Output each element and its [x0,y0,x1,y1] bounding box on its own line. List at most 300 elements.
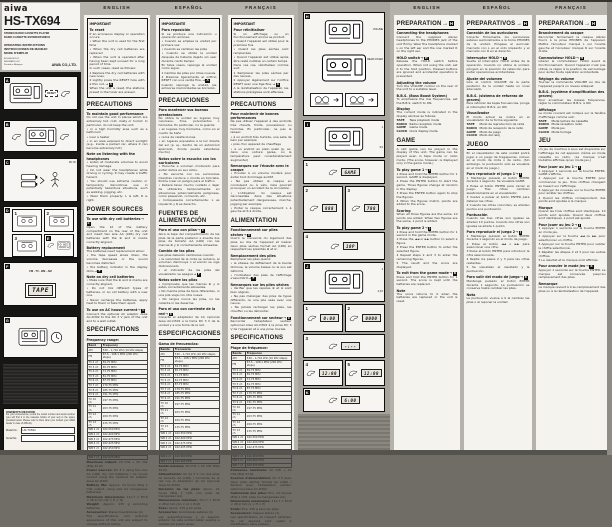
freq-value-cell: 162.550 MHz [173,432,219,437]
spec-value: DC 3 V using two size AA (LR6) dry cell batteries / AC house current using the optional AC adaptor Aiwa AC-D302 [86,468,148,483]
diagram-label: F [6,263,9,269]
heading-text: Affichage [538,107,556,112]
ref-letter-box: J [429,225,431,230]
hand-icon [47,242,55,248]
freq-value-cell: 209.75 MHz [245,420,291,428]
hand-icon [11,132,23,141]
paragraph-text: • No cargue nunca las pilas, no las caliente ni las desarme. [158,297,220,305]
diagram-box-e [44,234,74,257]
freq-table-row [87,420,147,428]
spec-value: Approx. 135 g excluding batteries [86,502,148,511]
ref-letter-box: F [197,271,200,276]
freq-band-cell: TV 3 ch [159,369,173,374]
freq-value-cell: 81.75 MHz [101,374,147,379]
paragraph-text: • When the unit is operated after having been kept unused for a long period of time [89,54,145,67]
paragraph-text: 5 The result and the score are displayed. [396,260,458,269]
freq-band-cell: TV 13 ch [231,428,245,436]
step-number: 4 [305,361,309,367]
freq-table-header: Band [87,343,101,348]
paragraph-text: 2 Appuyer légèrement sur l'orifice RESET avec une tige fine. [233,78,289,87]
company-name: AIWA CO.,LTD. [51,63,77,67]
sub-heading [87,338,148,342]
paragraph-text: Raccorder l'adaptateur secteur optionnel Aiwa AC-D302 à la prise DC 3 V de l'appareil et à une prise murale. [230,319,292,331]
spec-term: Maximum output: [86,460,119,465]
section-heading [231,218,292,227]
spec-value: Env. 24 heures (EIAJ 1 mW, piles au manganèse AA) [230,490,292,499]
diagram-box-b [3,120,78,152]
cassette-player-icon [25,126,57,147]
cassette-player-icon [324,19,364,45]
freq-value-cell: 185.75 MHz [245,396,291,401]
paragraph-text: • Quand les piles sèches sont remplacées [233,47,289,55]
diagram-step-cell [12,234,42,257]
paragraph-text: 5 Le résultat et la marque sont affichés. [538,257,599,262]
arrow-glyph: → [515,21,523,27]
freq-band-cell: WB 4 ch [87,442,101,447]
bullet-item [159,258,220,269]
freq-band-cell: TV 3 ch [231,373,245,378]
diagram-content [13,210,41,231]
freq-band-cell: TV 9 ch [87,392,101,397]
lang-header-french-left: FRANÇAIS [245,5,277,10]
diagram-content [304,121,384,157]
heading-text: HOLD switch [396,55,421,60]
paragraph [539,81,606,88]
diagram-content [4,159,77,201]
paragraph-text: Ouvrir le couvercle du logement des piles au dos de l'appareil et insérer deux piles sèches format AA (LR6) en respectant les polarités ⊕ et ⊖. [230,236,292,252]
printed-in: Printed in Malaysia [4,63,23,66]
freq-table-header: Banda [159,347,173,352]
lcd-display: 788 [364,204,379,212]
arrow-glyph: → [165,311,169,316]
ref-letter-box: I [519,172,522,177]
paragraph [397,85,458,92]
freq-value-cell: 87.5 – 108.1 MHz (200 kHz steps) [173,356,219,364]
step-number: 2 [347,305,351,311]
paragraph [159,316,220,327]
paragraph-text: • Never recharge the batteries, apply heat to them or take them apart. [86,297,148,306]
paragraph [539,210,606,221]
heading-text: Visualizador [466,111,490,116]
paragraph-text: • à un endroit très humide, une salle de bain par exemple [230,134,292,143]
paragraph-text: • Do not mix different types of batteries, or an old battery with a new one. [86,286,148,298]
heading-text: POWER SOURCES [86,206,144,213]
mode-name: GAME [466,129,476,134]
mode-description: Clock display mode [409,129,438,134]
heading-text: Adjusting the volume [396,80,437,85]
paragraph [397,36,458,54]
ref-letter-box: H [591,21,596,26]
heading-text: To play game 1 [396,167,425,172]
diagram-step-box [345,186,385,230]
mode-description: Modo del reloj [479,133,500,138]
freq-table-header: Frecuencia [173,347,219,352]
step-number: 1 [14,210,18,216]
spec-value: Stereo headphones (1) [108,510,143,515]
ref-letter-box: H [449,21,454,26]
paragraph-text: No utilice la unidad en lugares muy calurosos, fríos, polvorientos o húmedos. En particular, no la guarde: [158,115,220,128]
arrow-glyph: → [584,21,591,27]
ref-letter-box: C [142,307,145,312]
paragraph-text: 2 Presione ligeramente el orificio RESET con una varilla fina. [161,74,217,83]
paragraph-text: • When the dry cell batteries are replaced [89,47,145,55]
page-right-edge [607,0,612,455]
freq-band-cell: TV 13 ch [87,420,101,428]
diagram-content [4,317,77,357]
paragraph-text: Connect the supplied stereo headphones to the PHONES jack of the unit firmly. Wear the headphone marked L on the left ear and the one marked R on the right ear. [396,34,458,54]
heading-text: Pour jouer au jeu 1 [538,164,574,169]
freq-value-cell: 162.550 MHz [101,428,147,433]
freq-table-row [159,356,219,364]
freq-band-cell: TV 6 ch [159,383,173,388]
freq-value-cell: 162.400 MHz [101,432,147,437]
step-number: 3 [347,187,351,193]
diagram-content [346,305,384,331]
paragraph-text: A slot game can be played in the display of this unit. The game can be played even in tape mode or radio mode. (The score, however, is displayed only in the game mode.) [396,146,458,166]
diagram-label: B [5,121,9,127]
section-heading [539,21,606,30]
paragraph-text: El modo actual se indica en el visualizador de la forma siguiente: [466,114,530,123]
ref-letter-box: H [580,55,584,60]
freq-band-cell: WB 7 ch [231,463,245,468]
freq-value-cell: 59.75 MHz [101,360,147,365]
freq-value-cell: 87.75 MHz [101,379,147,384]
paragraph [539,60,606,75]
mode-name: GAME [396,125,406,130]
freq-band-cell: WB 6 ch [159,455,173,460]
arrow-glyph: → [585,264,589,269]
ref-letter-box: C [248,232,251,237]
spec-term: Autonomie des piles: [230,490,269,495]
freq-band-cell: TV 6 ch [87,379,101,384]
spec-value: Aprox. 135 g sin pilas [168,506,202,511]
freq-value-cell: 197.75 MHz [173,401,219,409]
heading-text: Réglage du volume [538,76,575,81]
heading-text: JUEGO [466,141,489,148]
freq-table-row [231,428,291,436]
mode-name: GAME [538,126,548,131]
ref-letter-box: H [503,55,507,60]
paragraph [231,237,292,252]
spec-value: Env. 135 g sans les piles [241,506,279,511]
freq-value-cell: 87.75 MHz [173,383,219,388]
paragraph-text: • near a heater [86,134,110,139]
spec-line [87,484,148,495]
freq-band-cell: TV 5 ch [159,378,173,383]
paragraph-text: 2 Press the ENTER button to start the game. Three figures change at random in the display. [396,179,458,191]
diagram-content [304,161,384,183]
ref-letter-box: K [453,270,457,275]
spec-term: Puissance maximale: [230,468,270,473]
heading-text: Nota [466,292,476,297]
bullet-item [159,269,220,276]
mode-list [539,120,606,134]
heading-text: PREPARATION [396,21,442,27]
freq-value-cell: 530 – 1,710 kHz (10 kHz steps) [101,348,147,353]
arrow-glyph: → [449,270,453,275]
bullet-item [231,207,292,214]
freq-value-cell: 71.75 MHz [101,369,147,374]
freq-value-cell: 87.5 – 108.1 MHz (200 kHz steps) [101,353,147,361]
heading-text: Notas sobre la escucha con los auriculares [158,156,216,165]
freq-band-cell: WB 7 ch [159,459,173,464]
paragraph-text: Un jeu de machine à sous est disponible sur l'affichage de cet appareil, même en mode cassette ou radio. (La marque n'est toutefois affichée qu'en mode jeu.) [538,147,606,163]
paragraph-text: • Deberá tener mucho cuidado o dejar de utilizarlos temporalmente en situaciones potencialmente peligrosas, como paseando, corriendo, etc. [158,183,220,199]
paragraph-text: 3 Vuelva a pulsar el botón ENTER para detener las cifras. [466,195,530,203]
bullet-item [87,180,148,195]
paragraph [397,200,458,207]
freq-value-cell: 162.400 MHz [245,440,291,445]
spec-line [87,469,148,484]
paragraph [397,213,458,224]
arrow-glyph: → [574,222,578,227]
freq-value-cell: 162.475 MHz [245,445,291,450]
diagram-content [346,187,384,229]
paragraph [467,297,530,304]
arrow-glyph: → [283,315,287,320]
print-code: 981008AYO-OX [4,60,20,63]
tape-direction-panel [345,93,378,108]
paragraph-text: • in a high humidity area such as a bathroom [86,126,148,135]
section-heading [539,138,606,147]
bullet-item [87,195,148,202]
paragraph-text: Las especificaciones y el aspecto exterior de esta unidad están sujetos a cambio sin previo aviso. [158,514,220,526]
spec-term: Accessoires: [230,510,253,515]
paragraph [467,36,530,54]
sub-heading [234,22,289,26]
section-heading [87,102,148,111]
arrow-glyph: → [105,82,109,87]
freq-table-row [231,413,291,421]
freq-value-cell: 162.525 MHz [173,459,219,464]
paragraph-text: 2 Lightly press the RESET hole with a thin rod. [89,78,145,87]
section-heading [231,102,292,111]
tape-direction-panel [310,93,343,108]
spec-value: 111,7 × 83,8 × 28,9 mm (L × H × P) [230,498,292,507]
heading-text: Para reproducir el juego 1 [466,172,516,177]
heading-text: PREPARATION [538,21,584,27]
freq-table-row [231,420,291,428]
important-box [87,18,148,98]
step-number: 5 [347,361,351,367]
diagram-box-i [303,120,385,158]
freq-value-cell: 162.475 MHz [173,441,219,446]
mode-list-row [397,130,458,134]
heading-text: IMPORTANT [233,22,256,27]
freq-band-cell: WB 7 ch [87,455,101,460]
paragraph [90,87,145,94]
freq-band-cell: WB 1 ch [87,428,101,433]
paragraph-text: Turn the VOLUME control on the rear of the unit to a suitable level. [396,83,458,92]
callout-label: DC 3V [68,161,76,164]
paragraph-text: Le mode courant est indiqué sur la fenêtre d'affichage comme suit: [538,110,606,119]
spec-term: Maximum dimensions: [86,494,127,499]
paragraph-text: La puntuación vuelve a 0 al cambiar las pilas o al reponer la unidad. [466,295,530,304]
freq-value-cell: 162.500 MHz [245,459,291,464]
paragraph-text: 3 Appuyer sur la touche ENTER pour valider le chiffre sélectionné. [538,242,606,250]
heading-text: To exit from the game mode [396,270,449,275]
clock-icon [50,331,63,344]
heading-text: To reset [89,28,105,33]
paragraph-text: • Ecouter à un volume modéré pour éviter tout dommage auditif. [230,171,292,180]
diagram-box-d [3,206,78,258]
arrow-glyph: → [574,164,578,169]
freq-value-cell: 191.75 MHz [173,396,219,401]
step-number: 2 [305,187,309,193]
ref-letter-box: A [109,82,112,87]
paragraph-text: • Cuando se cambian las pilas [161,47,208,52]
cassette-player-rear-icon [321,53,367,83]
freq-band-cell: WB 3 ch [159,441,173,446]
serial-no-field [21,435,76,442]
paragraph-text: If an erroneous display or operation occurs: [89,31,145,40]
bullet-item [90,56,145,67]
heading-text: B.B.S. (système d'amplification des graves) [538,90,605,99]
freq-band-cell: WB 2 ch [231,440,245,445]
paragraph [231,120,292,135]
serial-no-label: Serial No. [6,436,17,440]
doc-title-en: OPERATING INSTRUCTIONS [4,42,45,47]
spec-value: 111,7 × 83,8 × 28,9 mm (An × Al × Prof) [158,498,220,507]
paragraph-text: Si se produce una indicación u operación errónea: [161,31,217,40]
heading-text: Ajuste del volumen [466,76,503,81]
bullet-item [159,173,220,184]
owners-record-text: For your convenience, record the model number and serial number (you will find it in the cassette holder of your set) in the space provided below. Please refer to them when you contact your AIWA dealer in case of difficulty. [6,414,75,426]
heading-text: Interruptor HOLD [466,55,499,60]
heading-text: SPECIFICATIONS [230,335,284,342]
diagram-label: I [305,122,311,128]
freq-band-cell: WB 2 ch [87,432,101,437]
diagram-box-f [3,262,78,306]
paragraph-text: 4 Repita los pasos 2 y 3 para las cifras restantes. [466,257,530,265]
arrow-icon [368,97,375,103]
freq-table-row [159,416,219,424]
paragraph-text: Pour accentuer les basses fréquences, régler le commutateur B.B.S. à ON. [538,97,606,106]
lcd-display: 888 [322,204,337,212]
spec-value: Aprox. 24 horas (EIAJ 1 mW, con pilas de manganeso AA) [158,487,220,499]
paragraph-text: Raccorder fermement le casque stéréo fourni à la prise PHONES de l'appareil. Mettre l'écouteur marqué L sur l'oreille gauche et l'écouteur marqué R sur l'oreille droite. [538,34,606,54]
freq-value-cell: 203.75 MHz [101,405,147,413]
freq-band-cell: AM [231,356,245,361]
hand-icon [349,314,360,322]
bullet-item [231,262,292,273]
paragraph-text: • L'utilisation du casque est déconseillée dans des situations potentiellement dangereuses, marche, jogging par exemple. [230,190,292,206]
heading-text: IMPORTANT [89,22,112,27]
freq-band-cell: FM [159,356,173,364]
ref-letter-box: I [578,164,581,169]
lcd-display: GAME [341,168,359,176]
diagram-content [304,361,342,385]
freq-band-cell: WB 3 ch [231,445,245,450]
heading-text: Para el uso con pilas [158,228,197,233]
lang-header-spanish-right: ESPAÑOL [482,5,512,10]
heading-text: Fonctionnement sur piles sèches [230,228,278,237]
column-french-right [536,15,608,451]
diagram-box-a [3,76,78,110]
paragraph-text: Dans ces cas, réinitialiser comme suit: [233,62,289,71]
freq-value-cell: 209.75 MHz [173,416,219,424]
hand-icon [306,369,317,377]
paragraph [397,98,458,105]
diagram-content [348,95,375,106]
freq-value-cell: 209.75 MHz [101,412,147,420]
sub-heading [162,22,217,26]
diagram-box-j [303,262,385,302]
paragraph-text: A la réinitialisation de l'appareil, les stations préréglées sont effacées. [233,86,289,94]
paragraph [539,148,606,163]
freq-table-row [159,409,219,417]
heading-text: Para reproducir el juego 2 [466,230,516,234]
freq-band-cell: TV 12 ch [231,420,245,428]
spec-term: Dimensiones máximas: [158,498,200,503]
step-number: 3 [305,335,309,341]
paragraph [539,269,606,280]
paragraph-text: Release the HOLD switch before operation. When not using the unit, set it to the hold position. Pressed buttons are ignored and accidental operation is prevented. [396,59,458,79]
heading-text: Para mantener sus buenas prestaciones [158,108,209,117]
diagram-label: D [5,207,9,213]
diagram-content [13,235,41,256]
mode-description: Game mode [409,125,428,130]
cassette-player-icon [18,327,48,347]
diagram-content [313,95,340,106]
spec-term: Accessories: [86,510,109,515]
ref-letter-box: A [206,78,209,83]
cassette-icon [17,215,37,227]
spec-line [159,473,220,488]
paragraph [467,81,530,92]
bullet-item [162,52,217,63]
paragraph-text: Libérer le commutateur HOLD avant le fonctionnement. Quand l'appareil n'est pas utilisé, le régler à la position de verrouillage pour éviter toute opération accidentelle. [538,59,606,75]
spec-term: Battery life: [86,483,109,488]
paragraph-text: 3 Press the ENTER button again to stop the figures. [396,190,458,199]
paragraph-text: • Quand l'appareil est utilisé pour la première fois [233,39,289,47]
paragraph [539,259,606,263]
paragraph-text: Conecte firmemente los auriculares estéreo suministrados a la toma PHONES de la unidad. Póngase el auricular marcado con L en el oído izquierdo y el marcado con R en el derecho. [466,34,530,54]
heading-text: Battery replacement [86,246,125,251]
paragraph-text: • Listen at moderate volumes to avoid hearing damage. [86,159,148,168]
lang-header-english-right: ENGLISH [413,5,441,10]
paragraph-text: Les spécifications et l'aspect extérieur de cet appareil sont sujets à modification sans préavis. [230,514,292,527]
spec-line [231,477,292,492]
paragraph-text: Do not use the unit in places which are extremely hot, cold, dusty or humid. In particular, do not keep the unit: [86,115,148,127]
diagram-label: K [305,389,309,395]
paragraph-text: Mantenga pulsado el botón ENTER durante 1 segundo. La puntuación se conserva hasta cambiar las pilas. [466,278,530,291]
spec-value: 111.7 × 83.8 × 28.9 mm (W × H × D) [86,494,148,503]
freq-band-cell: TV 8 ch [159,392,173,397]
paragraph-text: 1 Press and hold the ENTER button for 1 second in the game mode. [396,229,458,238]
spec-term: Salida máxima: [158,464,186,469]
tape-reels-icon [348,95,366,106]
heading-text: Para el uso con corriente de la red [158,307,216,316]
paragraph-text: • Make sure that the ⊕ and ⊖ marks are correctly aligned. [86,278,148,286]
freq-table-row [159,401,219,409]
owners-record-box [3,408,78,452]
arrow-glyph: → [272,82,276,87]
freq-band-cell: WB 6 ch [231,459,245,464]
heading-text: Plage de fréquence: [230,345,268,350]
spec-value: 20 mW + 20 mW (EIAJ 32 Ω) [230,468,292,476]
heading-text: PRECAUTIONS [86,101,133,108]
freq-value-cell: 65.75 MHz [173,369,219,374]
cassette-player-icon [9,82,43,104]
doc-title-es: INSTRUCCIONES DE MANEJO [4,46,48,51]
heading-text: Note on dry cell batteries [86,275,135,280]
heading-text: Remplacement des piles [230,253,276,258]
heading-text: Branchement du casque [538,31,584,36]
heading-text: Pour jouer au jeu 2 [538,222,574,227]
heading-text: Frequency range: [86,337,120,342]
step-number: 1 [305,161,309,167]
